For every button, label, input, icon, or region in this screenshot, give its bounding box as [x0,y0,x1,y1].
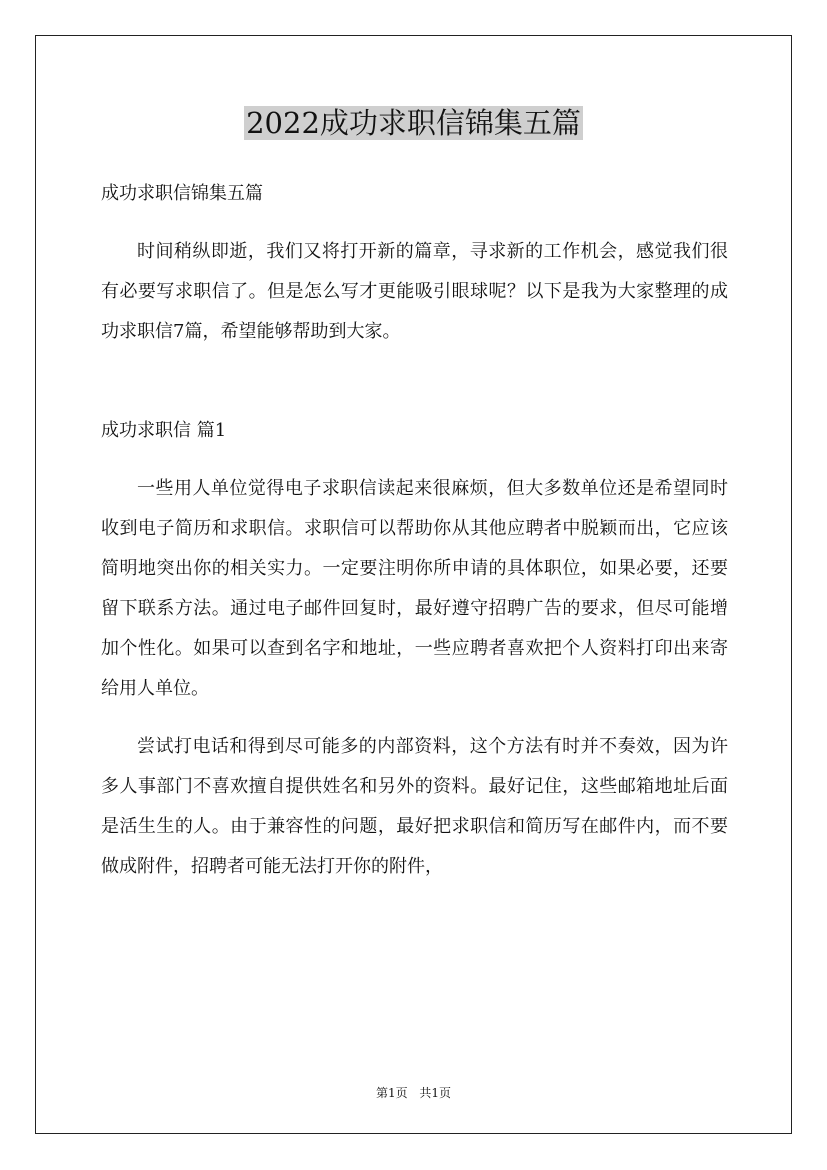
page-footer [0,1085,827,1101]
page-number: 第1页 [375,1086,408,1100]
title-text: 2022成功求职信锦集五篇 [246,106,581,140]
body-paragraph-2: 尝试打电话和得到尽可能多的内部资料，这个方法有时并不奏效，因为许多人事部门不喜欢擅自提供姓名和另外的资料。最好记住，这些邮箱地址后面是活生生的人。由于兼容性的问题，最好把求职信和简历写在邮件内，而不要做成附件，招聘者可能无法打开你的附件， [101,736,728,877]
document-title [0,104,827,142]
document-body [101,174,728,887]
document-subtitle: 成功求职信锦集五篇 [101,183,263,204]
section-heading: 成功求职信 篇1 [101,420,227,441]
page-total: 共1页 [419,1086,452,1100]
intro-paragraph: 时间稍纵即逝，我们又将打开新的篇章，寻求新的工作机会，感觉我们很有必要写求职信了。但是怎么写才更能吸引眼球呢？以下是我为大家整理的成功求职信7篇，希望能够帮助到大家。 [101,241,728,342]
body-paragraph-1: 一些用人单位觉得电子求职信读起来很麻烦，但大多数单位还是希望同时收到电子简历和求职信。求职信可以帮助你从其他应聘者中脱颖而出，它应该简明地突出你的相关实力。一定要注明你所申请的具体职位，如果必要，还要留下联系方法。通过电子邮件回复时，最好遵守招聘广告的要求，但尽可能增加个性化。如果可以查到名字和地址，一些应聘者喜欢把个人资料打印出来寄给用人单位。 [101,478,728,699]
